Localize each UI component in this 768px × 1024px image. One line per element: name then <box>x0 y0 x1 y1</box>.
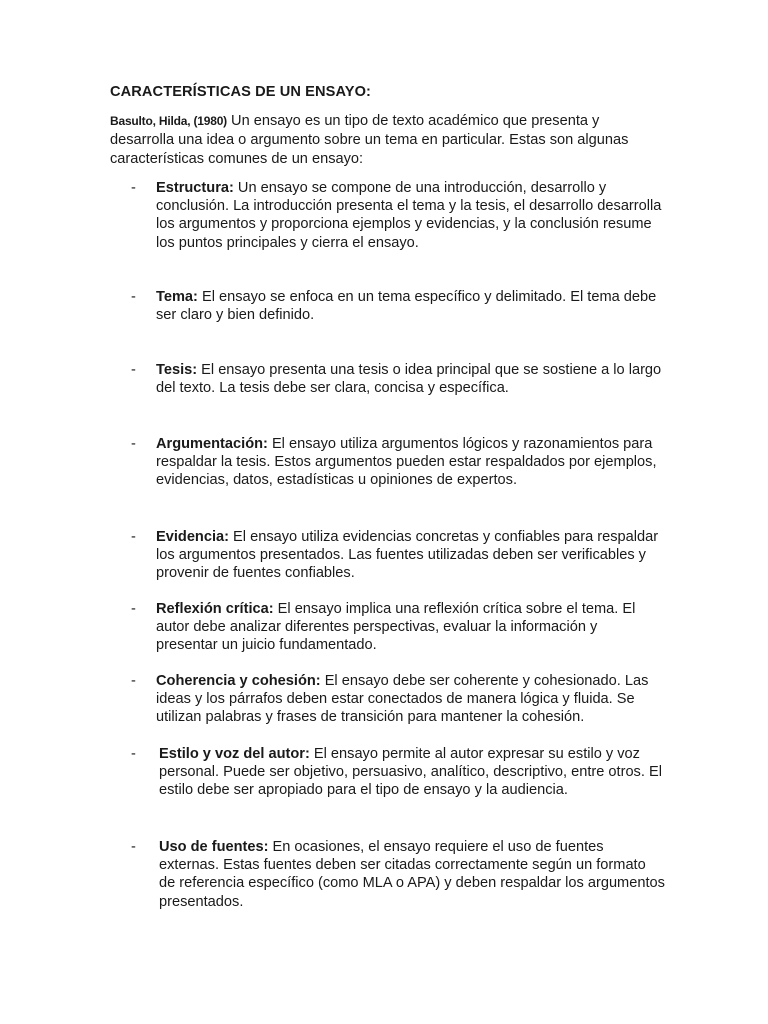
intro-citation: Basulto, Hilda, (1980) <box>110 114 227 128</box>
bullet-dash: - <box>131 529 136 545</box>
list-item-text <box>156 672 662 727</box>
list-item-text <box>159 838 665 911</box>
list-item-text <box>156 288 662 324</box>
list-item-term: Argumentación: <box>156 436 268 452</box>
list-item-term: Coherencia y cohesión: <box>156 673 321 689</box>
bullet-dash: - <box>131 673 136 689</box>
list-item-term: Reflexión crítica: <box>156 601 274 617</box>
bullet-dash: - <box>131 839 136 855</box>
list-item-term: Evidencia: <box>156 529 229 545</box>
list-item-text <box>159 745 665 800</box>
list-item-body: El ensayo presenta una tesis o idea principal que se sostiene a lo largo del texto. La tesis debe ser clara, concisa y específica. <box>156 362 662 397</box>
bullet-dash: - <box>131 362 136 378</box>
list-item-text <box>156 361 662 397</box>
list-item-body: El ensayo debe ser coherente y cohesionado. Las ideas y los párrafos deben estar conectados de manera lógica y fluida. Se utilizan palabras y frases de transición para mantener la cohesión. <box>156 673 649 726</box>
list-item-body: El ensayo utiliza evidencias concretas y confiables para respaldar los argumentos presentados. Las fuentes utilizadas deben ser verificables y provenir de fuentes confiables. <box>156 529 659 582</box>
list-item-term: Estilo y voz del autor: <box>159 746 310 762</box>
list-item-term: Uso de fuentes: <box>159 839 269 855</box>
list-item-body: El ensayo utiliza argumentos lógicos y razonamientos para respaldar la tesis. Estos argumentos pueden estar respaldados por ejemplos, evidencias, datos, estadísticas u opiniones de expertos. <box>156 436 657 489</box>
intro-paragraph <box>110 112 655 169</box>
intro-text: Un ensayo es un tipo de texto académico que presenta y desarrolla una idea o argumento sobre un tema en particular. Estas son algunas características comunes de un ensayo: <box>110 113 629 167</box>
bullet-dash: - <box>131 289 136 305</box>
list-item-body: El ensayo se enfoca en un tema específico y delimitado. El tema debe ser claro y bien definido. <box>156 289 657 324</box>
list-item-term: Estructura: <box>156 180 234 196</box>
bullet-dash: - <box>131 436 136 452</box>
list-item-text <box>156 528 662 583</box>
bullet-dash: - <box>131 180 136 196</box>
bullet-dash: - <box>131 601 136 617</box>
list-item-text <box>156 435 662 490</box>
bullet-dash: - <box>131 746 136 762</box>
list-item-term: Tesis: <box>156 362 198 378</box>
document-title: CARACTERÍSTICAS DE UN ENSAYO: <box>110 84 372 100</box>
list-item-body: El ensayo implica una reflexión crítica sobre el tema. El autor debe analizar diferentes perspectivas, evaluar la información y presentar un juicio fundamentado. <box>156 601 636 654</box>
list-item-term: Tema: <box>156 289 198 305</box>
list-item-body: El ensayo permite al autor expresar su estilo y voz personal. Puede ser objetivo, persuasivo, analítico, descriptivo, entre otros. El estilo debe ser apropiado para el tipo de ensayo y la audiencia. <box>159 746 662 799</box>
list-item-body: Un ensayo se compone de una introducción, desarrollo y conclusión. La introducción presenta el tema y la tesis, el desarrollo desarrolla los argumentos y proporciona ejemplos y evidencias, y la conclusión resume los puntos principales y cierra el ensayo. <box>156 180 662 251</box>
list-item-text <box>156 600 662 655</box>
list-item-text <box>156 179 662 252</box>
list-item-body: En ocasiones, el ensayo requiere el uso de fuentes externas. Estas fuentes deben ser citadas correctamente según un formato de referencia específico (como MLA o APA) y deben respaldar los argumentos presentados. <box>159 839 665 910</box>
